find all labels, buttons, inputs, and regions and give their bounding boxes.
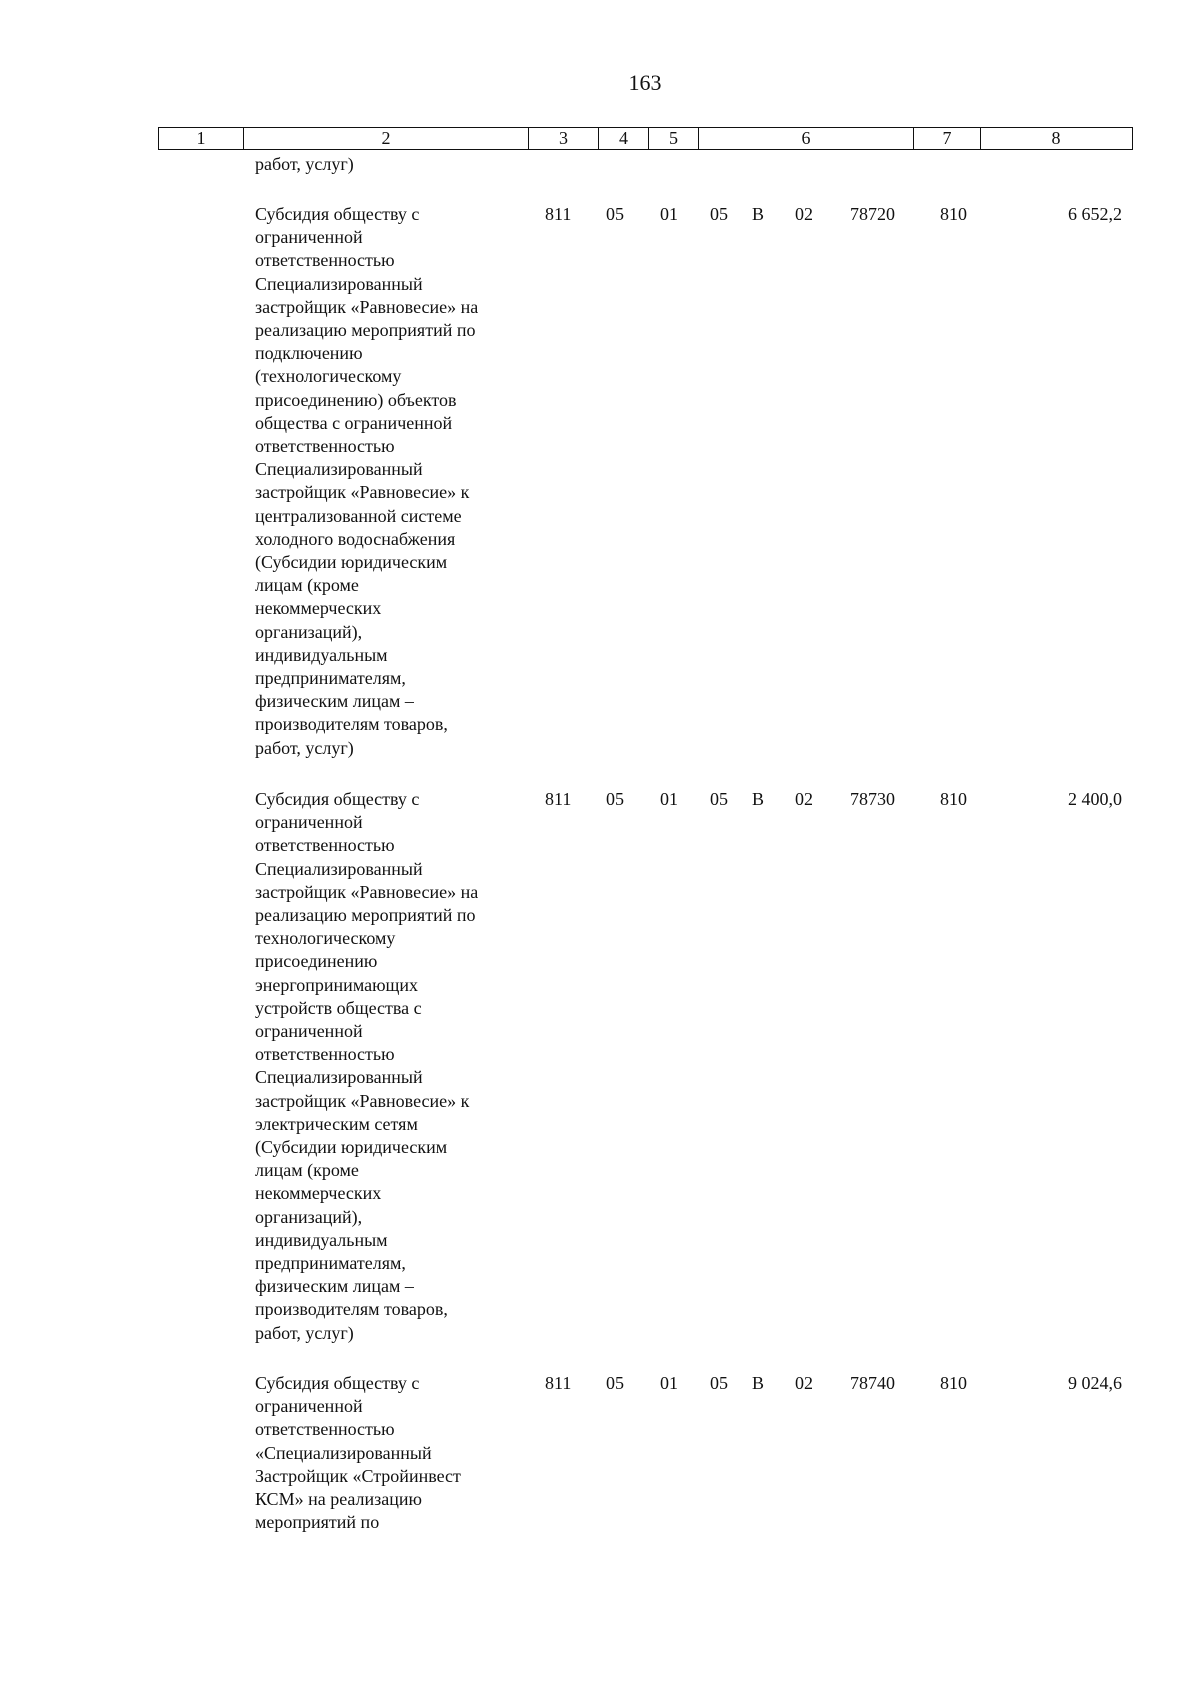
- description-line: ответственностью: [255, 1419, 395, 1440]
- description-line: предпринимателям,: [255, 668, 406, 689]
- table-header-row: [158, 127, 1133, 150]
- description-line: «Специализированный: [255, 1442, 432, 1463]
- description-line: некоммерческих: [255, 598, 382, 619]
- header-col-2: 2: [244, 128, 529, 149]
- code-expense-type: 810: [940, 1373, 967, 1393]
- description-line: реализацию мероприятий по: [255, 320, 476, 341]
- code-event: 02: [795, 204, 813, 224]
- code-program: 05: [710, 1373, 728, 1393]
- header-col-3: 3: [529, 128, 599, 149]
- description-line: (Субсидии юридическим: [255, 1137, 448, 1158]
- description-line: (технологическому: [255, 366, 402, 387]
- description-line: реализацию мероприятий по: [255, 905, 476, 926]
- code-event: 02: [795, 1373, 813, 1393]
- continued-text: работ, услуг): [255, 154, 354, 174]
- description-line: Специализированный: [255, 1067, 423, 1088]
- description-line: ответственностью: [255, 250, 395, 271]
- code-subprogram: В: [752, 1373, 765, 1393]
- description-line: ограниченной: [255, 227, 363, 248]
- description-line: Субсидия обществу с: [255, 789, 420, 809]
- description-line: устройств общества с: [255, 997, 422, 1018]
- description-line: электрическим сетям: [255, 1113, 418, 1134]
- description-line: ограниченной: [255, 1396, 363, 1417]
- header-col-6: 6: [699, 128, 914, 149]
- code-subsection: 01: [660, 204, 678, 224]
- description-line: производителям товаров,: [255, 714, 448, 735]
- description-line: подключению: [255, 343, 363, 364]
- description-line: индивидуальным: [255, 1229, 388, 1250]
- description-line: Специализированный: [255, 459, 423, 480]
- code-subsection: 01: [660, 1373, 678, 1393]
- code-direction: 78740: [850, 1373, 895, 1393]
- description-line: КСМ» на реализацию: [255, 1489, 422, 1510]
- description-line: ограниченной: [255, 812, 363, 833]
- code-program: 05: [710, 789, 728, 809]
- description-line: лицам (кроме: [255, 575, 359, 596]
- description-line: работ, услуг): [255, 737, 354, 758]
- description-line: лицам (кроме: [255, 1160, 359, 1181]
- code-subprogram: В: [752, 789, 765, 809]
- code-ministry: 811: [545, 789, 572, 809]
- description-line: мероприятий по: [255, 1512, 380, 1533]
- description-line: застройщик «Равновесие» на: [255, 296, 479, 317]
- code-subsection: 01: [660, 789, 678, 809]
- description-line: ограниченной: [255, 1021, 363, 1042]
- description-line: Специализированный: [255, 858, 423, 879]
- code-expense-type: 810: [940, 789, 967, 809]
- description-line: технологическому: [255, 928, 396, 949]
- description-line: Специализированный: [255, 273, 423, 294]
- description-line: ответственностью: [255, 835, 395, 856]
- description-line: физическим лицам –: [255, 1276, 414, 1297]
- row-description: [255, 203, 525, 760]
- description-line: общества с ограниченной: [255, 412, 453, 433]
- description-line: производителям товаров,: [255, 1299, 448, 1320]
- description-line: организаций),: [255, 621, 363, 642]
- code-section: 05: [606, 789, 624, 809]
- amount-value: 2 400,0: [1068, 789, 1122, 809]
- description-line: Субсидия обществу с: [255, 1373, 420, 1393]
- description-line: (Субсидии юридическим: [255, 552, 448, 573]
- header-col-8: 8: [1051, 128, 1061, 148]
- code-ministry: 811: [545, 204, 572, 224]
- code-ministry: 811: [545, 1373, 572, 1393]
- description-line: энергопринимающих: [255, 974, 419, 995]
- header-col-7: 7: [914, 128, 981, 149]
- description-line: застройщик «Равновесие» на: [255, 881, 479, 902]
- description-line: присоединению: [255, 951, 378, 972]
- row-description: [255, 788, 525, 1345]
- description-line: организаций),: [255, 1206, 363, 1227]
- header-col-5: 5: [649, 128, 699, 149]
- page-number: 163: [628, 70, 662, 95]
- row-description: [255, 1372, 525, 1534]
- description-line: ответственностью: [255, 436, 395, 457]
- code-section: 05: [606, 204, 624, 224]
- header-col-1: 1: [159, 128, 244, 149]
- description-line: ответственностью: [255, 1044, 395, 1065]
- description-line: работ, услуг): [255, 1322, 354, 1343]
- amount-value: 9 024,6: [1068, 1373, 1122, 1393]
- description-line: присоединению) объектов: [255, 389, 457, 410]
- description-line: Застройщик «Стройинвест: [255, 1465, 461, 1486]
- description-line: застройщик «Равновесие» к: [255, 1090, 470, 1111]
- description-line: индивидуальным: [255, 644, 388, 665]
- code-program: 05: [710, 204, 728, 224]
- description-line: Субсидия обществу с: [255, 204, 420, 224]
- header-col-4: 4: [599, 128, 649, 149]
- description-line: застройщик «Равновесие» к: [255, 482, 470, 503]
- code-direction: 78730: [850, 789, 895, 809]
- code-event: 02: [795, 789, 813, 809]
- code-section: 05: [606, 1373, 624, 1393]
- description-line: холодного водоснабжения: [255, 528, 456, 549]
- description-line: предпринимателям,: [255, 1253, 406, 1274]
- description-line: физическим лицам –: [255, 691, 414, 712]
- amount-value: 6 652,2: [1068, 204, 1122, 224]
- code-subprogram: В: [752, 204, 765, 224]
- code-expense-type: 810: [940, 204, 967, 224]
- description-line: некоммерческих: [255, 1183, 382, 1204]
- description-line: централизованной системе: [255, 505, 462, 526]
- code-direction: 78720: [850, 204, 895, 224]
